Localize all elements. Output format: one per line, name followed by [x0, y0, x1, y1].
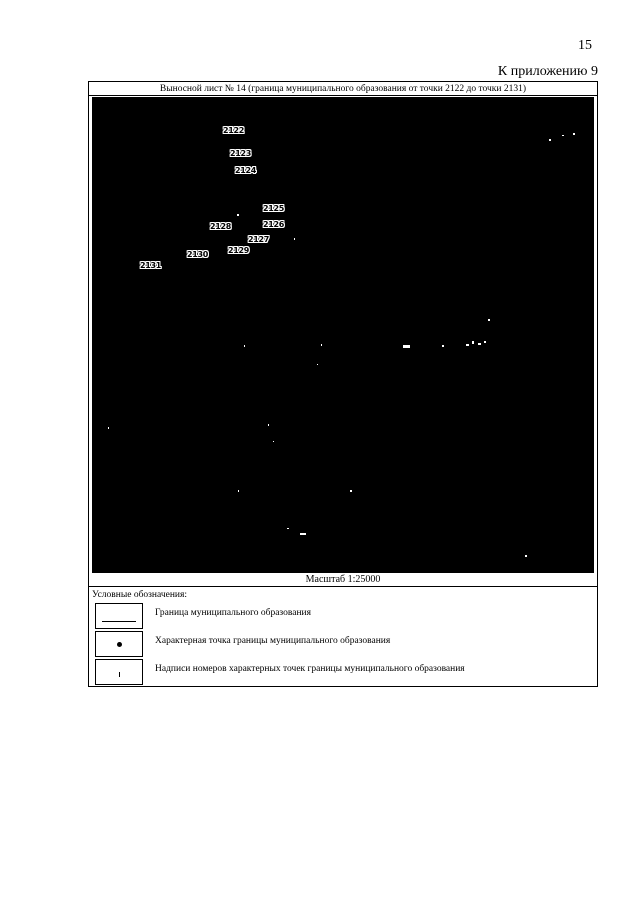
boundary-line-symbol [95, 603, 143, 629]
map-speck [573, 133, 575, 135]
point-label-2128: 2128 [210, 222, 232, 231]
legend-item-label [95, 659, 585, 685]
map-speck [273, 441, 274, 442]
tick-icon [119, 672, 120, 677]
legend-title: Условные обозначения: [92, 590, 188, 600]
legend-item-text: Характерная точка границы муниципального образования [155, 636, 391, 646]
point-label-2123: 2123 [230, 149, 252, 158]
map-speck [478, 343, 481, 345]
map-image [92, 97, 594, 573]
map-speck [237, 214, 239, 216]
legend-item-text: Надписи номеров характерных точек границы муниципального образования [155, 664, 465, 674]
point-label-2126: 2126 [263, 220, 285, 229]
map-speck [488, 319, 490, 321]
map-specks [92, 97, 594, 573]
point-label-2122: 2122 [223, 126, 245, 135]
map-speck [525, 555, 527, 557]
map-speck [244, 345, 245, 347]
sheet-title: Выносной лист № 14 (граница муниципального образования от точки 2122 до точки 2131) [89, 82, 597, 96]
point-label-2129: 2129 [228, 246, 250, 255]
label-symbol [95, 659, 143, 685]
map-speck [321, 344, 322, 346]
point-label-2124: 2124 [235, 166, 257, 175]
map-speck [403, 345, 410, 348]
point-symbol [95, 631, 143, 657]
map-speck [562, 135, 564, 136]
point-label-2127: 2127 [248, 235, 270, 244]
map-speck [442, 345, 444, 347]
annex-label: К приложению 9 [497, 64, 598, 79]
legend-item-text: Граница муниципального образования [155, 608, 311, 618]
map-speck [108, 427, 109, 429]
map-scale: Масштаб 1:25000 [89, 573, 597, 587]
map-speck [300, 533, 306, 535]
page-number: 15 [578, 38, 592, 53]
map-speck [238, 490, 239, 492]
map-speck [294, 238, 295, 240]
map-speck [466, 344, 469, 346]
map-speck [350, 490, 352, 492]
point-label-2125: 2125 [263, 204, 285, 213]
line-icon [102, 621, 136, 622]
map-speck [549, 139, 551, 141]
map-speck [268, 424, 269, 426]
legend-item-boundary [95, 603, 585, 629]
map-speck [484, 341, 486, 343]
point-label-2131: 2131 [140, 261, 162, 270]
map-sheet-frame [88, 81, 598, 687]
point-label-2130: 2130 [187, 250, 209, 259]
map-speck [317, 364, 318, 365]
legend-item-point [95, 631, 585, 657]
map-speck [287, 528, 289, 529]
map-speck [472, 341, 474, 344]
dot-icon [117, 642, 122, 647]
